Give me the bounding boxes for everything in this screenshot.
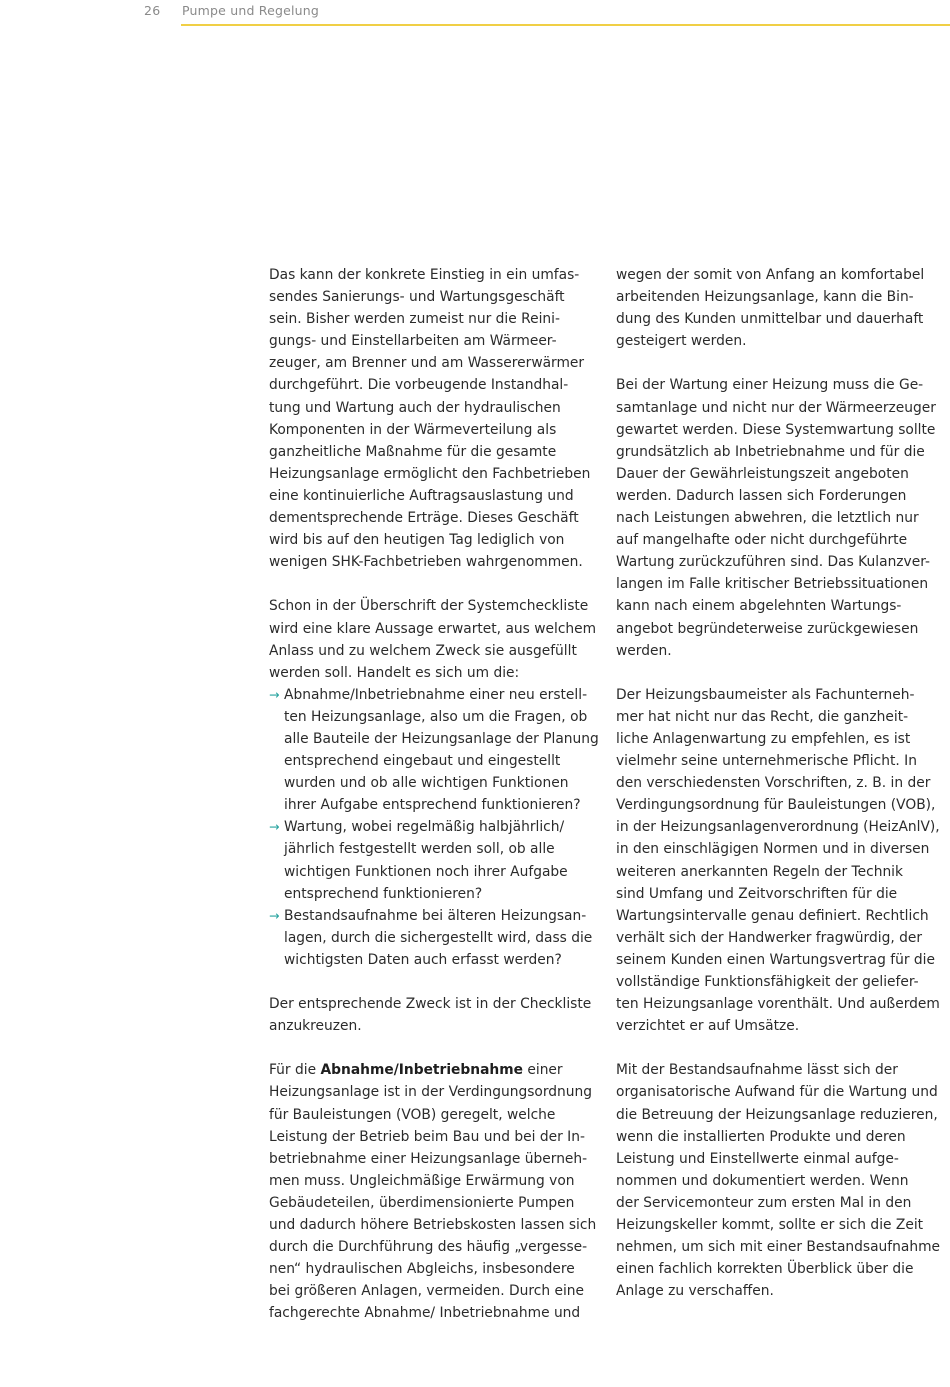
text-line: men muss. Ungleichmäßige Erwärmung von [269,1172,575,1189]
text-line: Anlage zu verschaffen. [616,1283,774,1300]
right-column [616,264,950,1302]
text-line: anzukreuzen. [269,1018,362,1035]
text-line: durch die Durchführung des häufig „vergesse- [269,1239,588,1256]
text-line: Komponenten in der Wärmeverteilung als [269,421,557,438]
text-line: wird eine klare Aussage erwartet, aus welchem [269,620,597,637]
bullet-text: jährlich festgestellt werden soll, ob alle [284,841,555,858]
bullet-line [269,750,609,772]
text-line: nen“ hydraulischen Abgleichs, insbesondere [269,1261,575,1278]
bullet-text: wichtigsten Daten auch erfasst werden? [284,951,562,968]
text-line: nehmen, um sich mit einer Bestandsaufnahme [616,1239,941,1256]
text-line: sendes Sanierungs- und Wartungsgeschäft [269,289,565,306]
paragraph-legal-duty [616,684,950,1038]
bullet-text: wurden und ob alle wichtigen Funktionen [284,775,569,792]
bullet-text: ihrer Aufgabe entsprechend funktionieren? [284,797,581,814]
arrow-right-icon: → [269,907,280,923]
paragraph-customer-loyalty [616,264,950,352]
text-line: einen fachlich korrekten Überblick über die [616,1261,914,1278]
bullet-item [269,905,609,971]
text-line: Der Heizungsbaumeister als Fachunterneh- [616,686,915,703]
text-segment: Für die [269,1062,321,1079]
text-line: durchgeführt. Die vorbeugende Instandhal- [269,377,569,394]
text-line: werden. Dadurch lassen sich Forderungen [616,487,907,504]
text-line: Das kann der konkrete Einstieg in ein umfas- [269,267,580,283]
text-line: nommen und dokumentiert werden. Wenn [616,1172,909,1189]
paragraph-system-maintenance [616,374,950,661]
text-line: bei größeren Anlagen, vermeiden. Durch eine [269,1283,585,1300]
text-line: tung und Wartung auch der hydraulischen [269,399,561,416]
text-line: weiteren anerkannten Regeln der Technik [616,863,904,880]
bullet-text: ten Heizungsanlage, also um die Fragen, ob [284,708,588,725]
text-line: nach Leistungen abwehren, die letztlich nur [616,510,919,527]
text-line: den verschiedensten Vorschriften, z. B. in der [616,775,931,792]
text-line: wird bis auf den heutigen Tag lediglich von [269,532,565,549]
text-line: Bei der Wartung einer Heizung muss die Ge- [616,377,924,394]
text-line: eine kontinuierliche Auftragsauslastung und [269,487,574,504]
text-line: arbeitenden Heizungsanlage, kann die Bin- [616,289,914,306]
text-line: Anlass und zu welchem Zweck sie ausgefüllt [269,642,577,659]
text-line: mer hat nicht nur das Recht, die ganzheit- [616,708,909,725]
text-line: vielmehr seine unternehmerische Pflicht. In [616,753,917,770]
purpose-bullet-list [269,684,609,971]
text-line: ten Heizungsanlage vorenthält. Und außerdem [616,996,940,1013]
text-line: für Bauleistungen (VOB) geregelt, welche [269,1106,556,1123]
text-line: verzichtet er auf Umsätze. [616,1018,800,1035]
text-line: der Servicemonteur zum ersten Mal in den [616,1194,912,1211]
bullet-line [269,794,609,816]
left-column [269,264,609,1325]
bullet-text: entsprechend funktionieren? [284,885,483,902]
bullet-line [269,838,609,860]
text-line: Wartung zurückzuführen sind. Das Kulanzver- [616,554,930,571]
text-line: wenigen SHK-Fachbetrieben wahrgenommen. [269,554,583,571]
text-line: wegen der somit von Anfang an komfortabel [616,267,925,283]
term-abnahme-inbetriebnahme: Abnahme/Inbetriebnahme [320,1062,523,1079]
bullet-text: entsprechend eingebaut und eingestellt [284,753,561,770]
text-line: in den einschlägigen Normen und in diversen [616,841,930,858]
text-line: Mit der Bestandsaufnahme lässt sich der [616,1062,898,1079]
section-title: Pumpe und Regelung [182,3,320,18]
text-line: samtanlage und nicht nur der Wärmeerzeuger [616,399,936,416]
bullet-line [269,728,609,750]
paragraph-checklist-heading [269,595,609,683]
bullet-line [269,861,609,883]
bullet-line [269,905,609,927]
text-line: Heizungskeller kommt, sollte er sich die Zeit [616,1217,924,1234]
bullet-line [269,706,609,728]
text-line: Leistung der Betrieb beim Bau und bei der In- [269,1128,585,1145]
bullet-text: lagen, durch die sichergestellt wird, dass die [284,929,593,946]
text-line: grundsätzlich ab Inbetriebnahme und für die [616,443,925,460]
text-line: gungs- und Einstellarbeiten am Wärmeer- [269,333,557,350]
bullet-text: Abnahme/Inbetriebnahme einer neu erstell- [284,686,588,703]
text-segment: einer [522,1062,563,1079]
text-line: dementsprechende Erträge. Dieses Geschäft [269,510,579,527]
text-line: werden. [616,642,672,659]
text-line: und dadurch höhere Betriebskosten lassen sich [269,1217,597,1234]
text-line: Heizungsanlage ist in der Verdingungsordnung [269,1084,593,1101]
text-line: gewartet werden. Diese Systemwartung sollte [616,421,936,438]
text-line: werden soll. Handelt es sich um die: [269,664,520,681]
text-line [269,1059,609,1081]
bullet-text: Bestandsaufnahme bei älteren Heizungsan- [284,907,587,924]
bullet-line [269,684,609,706]
text-line: sein. Bisher werden zumeist nur die Reini- [269,311,560,328]
text-line: ganzheitliche Maßnahme für die gesamte [269,443,557,460]
text-line: langen im Falle kritischer Betriebssituationen [616,576,929,593]
text-line: Wartungsintervalle genau definiert. Rechtlich [616,907,929,924]
text-line: zeuger, am Brenner und am Wassererwärmer [269,355,585,372]
text-line: Leistung und Einstellwerte einmal aufge- [616,1150,899,1167]
paragraph-inventory [616,1059,950,1302]
text-line: auf mangelhafte oder nicht durchgeführte [616,532,908,549]
bullet-line [269,927,609,949]
text-line: wenn die installierten Produkte und deren [616,1128,906,1145]
paragraph-intro [269,264,609,573]
header-rule [181,24,950,26]
text-line: die Betreuung der Heizungsanlage reduzieren, [616,1106,938,1123]
paragraph-abnahme [269,1059,609,1324]
text-line: verhält sich der Handwerker fragwürdig, der [616,929,923,946]
text-line: Der entsprechende Zweck ist in der Checkliste [269,996,592,1013]
text-line: betriebnahme einer Heizungsanlage überneh- [269,1150,588,1167]
bullet-item [269,684,609,817]
text-line: kann nach einem abgelehnten Wartungs- [616,598,902,615]
bullet-line [269,949,609,971]
text-line: organisatorische Aufwand für die Wartung und [616,1084,938,1101]
text-line: gesteigert werden. [616,333,747,350]
text-line: Schon in der Überschrift der Systemcheckliste [269,598,589,615]
text-line: Heizungsanlage ermöglicht den Fachbetrieben [269,465,591,482]
bullet-item [269,816,609,904]
page-number: 26 [144,3,161,18]
text-line: Gebäudeteilen, überdimensionierte Pumpen [269,1194,575,1211]
bullet-text: wichtigen Funktionen noch ihrer Aufgabe [284,863,568,880]
text-line: sind Umfang und Zeitvorschriften für die [616,885,898,902]
bullet-text: alle Bauteile der Heizungsanlage der Planung [284,730,599,747]
arrow-right-icon: → [269,819,280,835]
paragraph-purpose-note [269,993,609,1037]
text-line: angebot begründeterweise zurückgewiesen [616,620,919,637]
text-line: fachgerechte Abnahme/ Inbetriebnahme und [269,1305,581,1322]
text-line: in der Heizungsanlagenverordnung (HeizAnlV), [616,819,940,836]
arrow-right-icon: → [269,686,280,702]
bullet-text: Wartung, wobei regelmäßig halbjährlich/ [284,819,565,836]
text-line: Dauer der Gewährleistungszeit angeboten [616,465,909,482]
text-line: Verdingungsordnung für Bauleistungen (VOB), [616,797,936,814]
bullet-line [269,816,609,838]
text-line: liche Anlagenwartung zu empfehlen, es ist [616,730,911,747]
text-line: vollständige Funktionsfähigkeit der geliefer- [616,974,919,990]
text-line: dung des Kunden unmittelbar und dauerhaft [616,311,924,328]
text-line: seinem Kunden einen Wartungsvertrag für die [616,951,935,968]
bullet-line [269,883,609,905]
bullet-line [269,772,609,794]
